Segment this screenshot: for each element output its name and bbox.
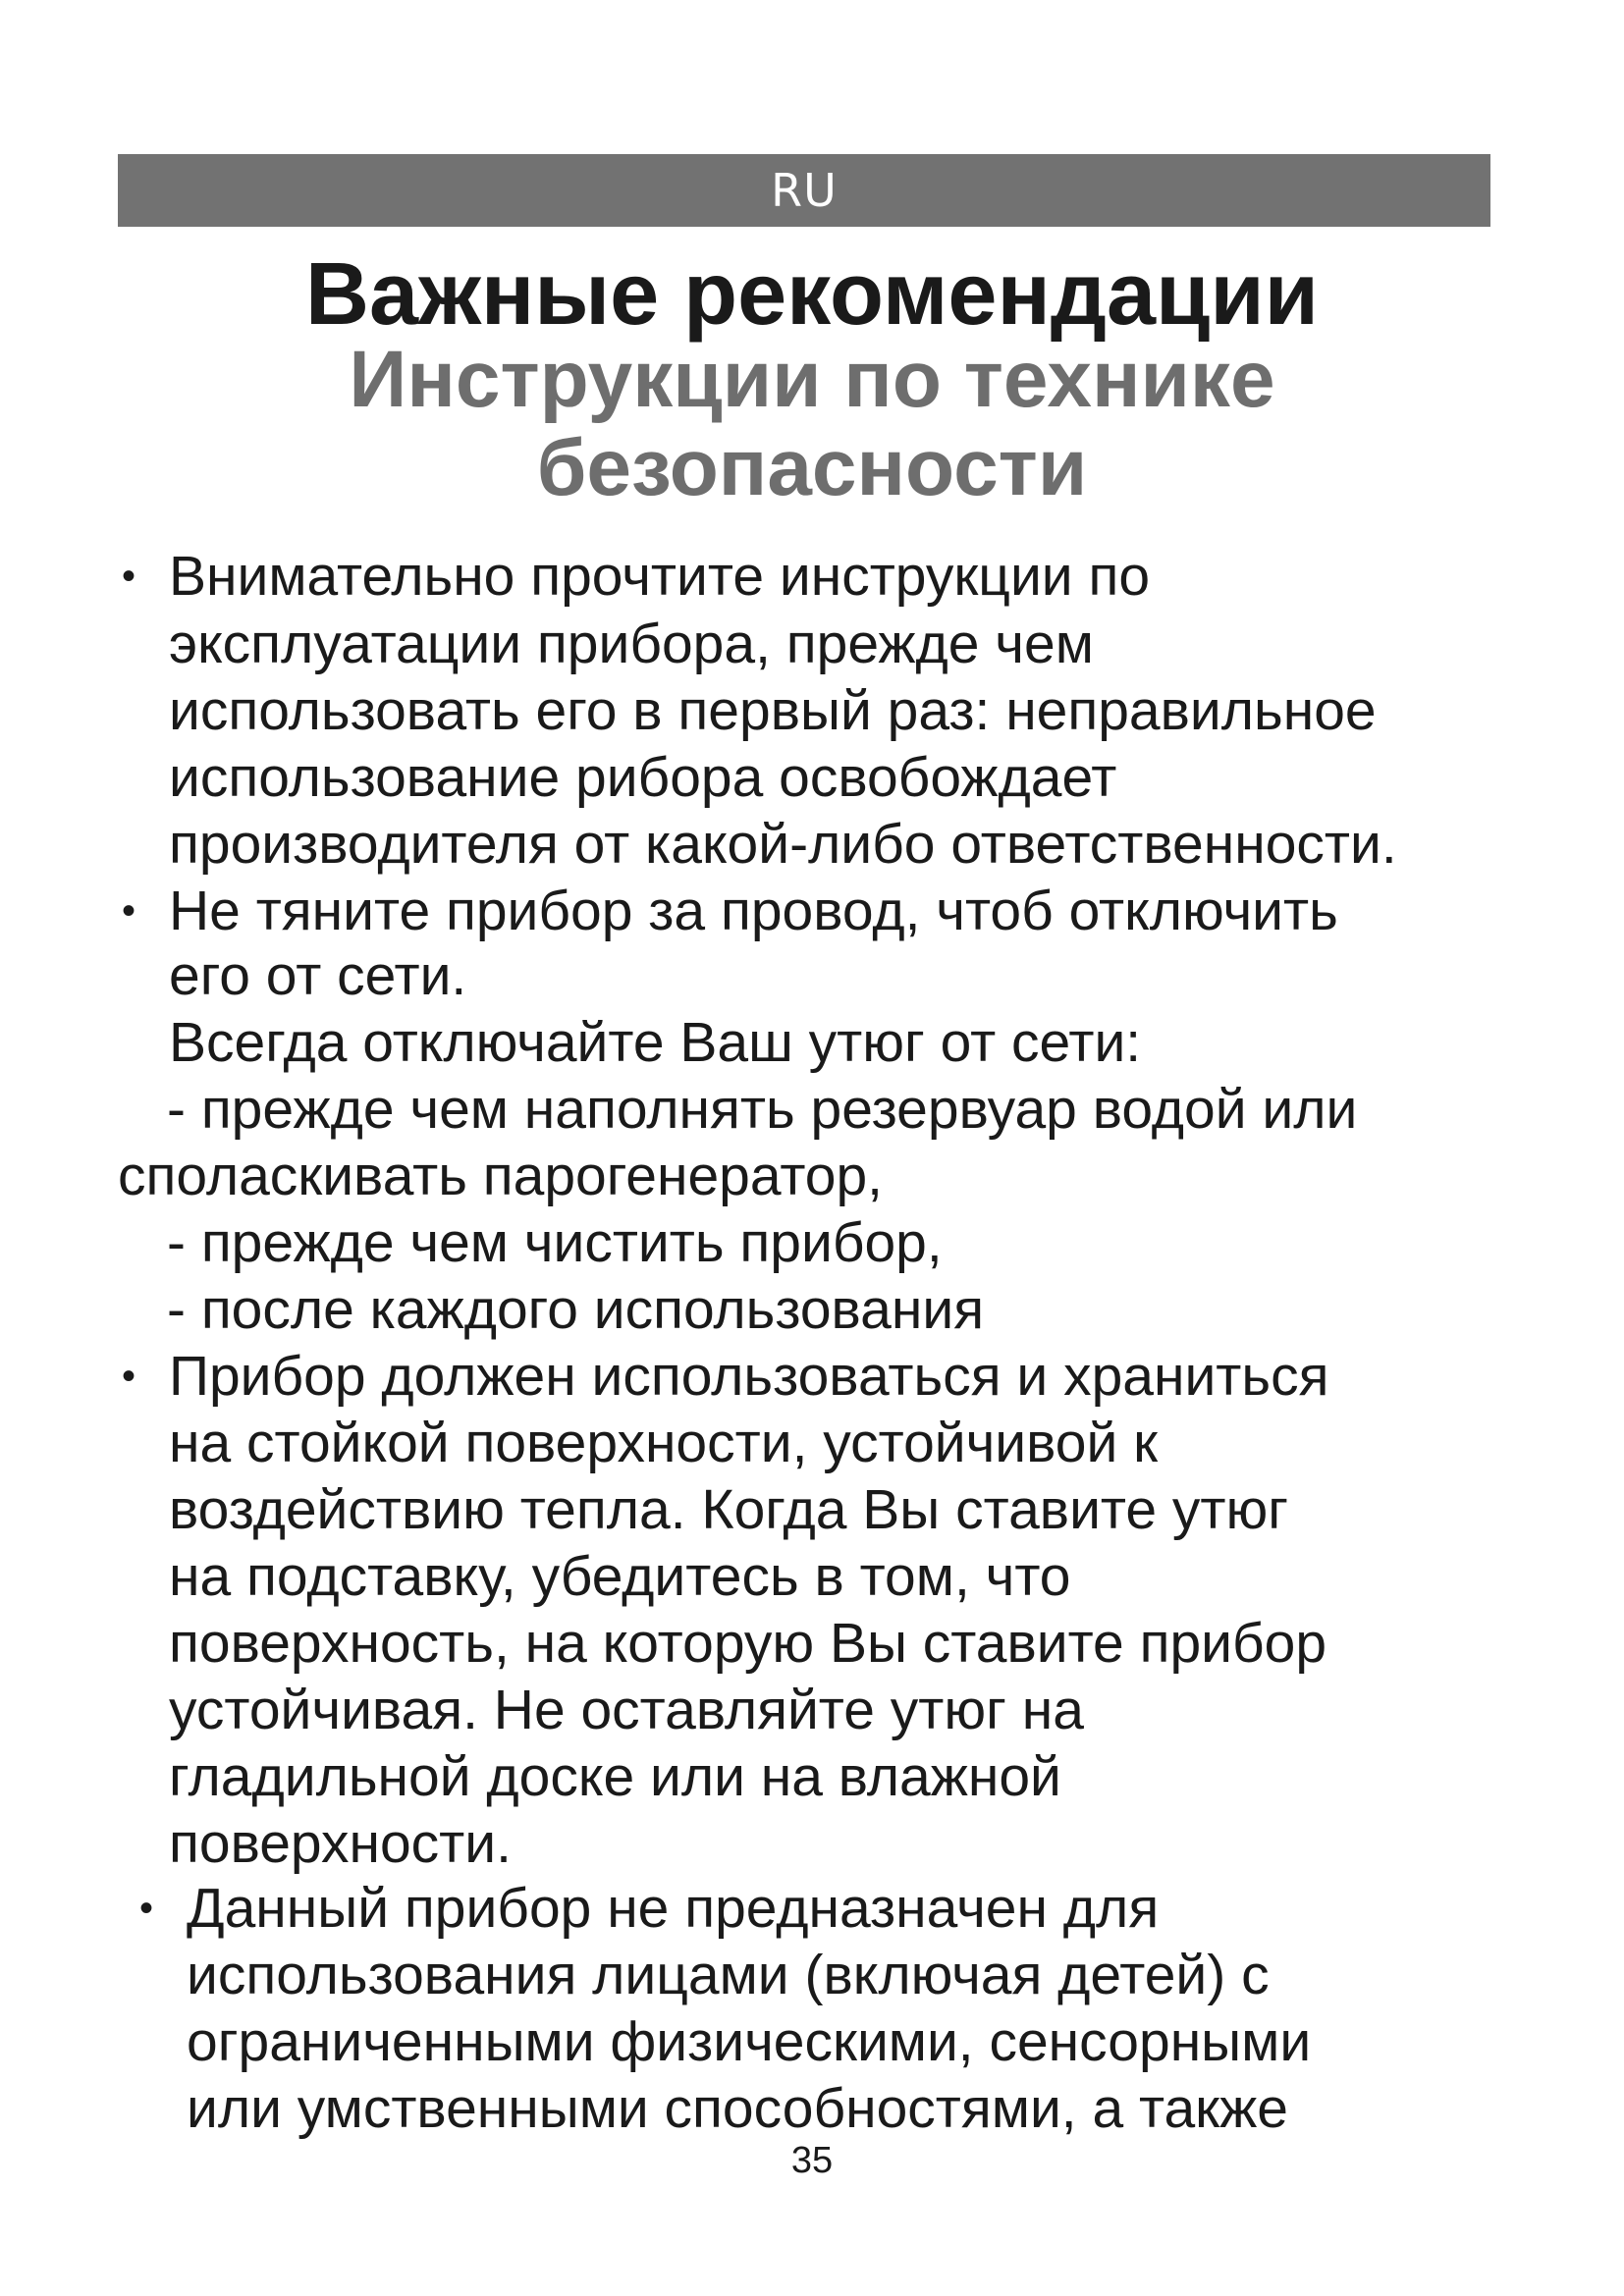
body-line: поверхность, на которую Вы ставите прибор — [169, 1612, 1327, 1675]
body-line: его от сети. — [169, 944, 467, 1007]
body-line: ограниченными физическими, сенсорными — [187, 2010, 1312, 2073]
body-line: Прибор должен использоваться и храниться — [169, 1345, 1329, 1408]
subtitle-line: Инструкции по технике — [349, 335, 1275, 424]
body-line: использования лицами (включая детей) с — [187, 1944, 1270, 2006]
bullet-icon: • — [122, 889, 136, 933]
bullet-icon: • — [122, 1355, 136, 1398]
body-line: на подставку, убедитесь в том, что — [169, 1545, 1071, 1608]
body-line: Данный прибор не предназначен для — [187, 1877, 1160, 1940]
body-line: устойчивая. Не оставляйте утюг на — [169, 1679, 1084, 1741]
body-line: воздействию тепла. Когда Вы ставите утюг — [169, 1478, 1289, 1541]
body-line: - прежде чем чистить прибор, — [167, 1211, 943, 1274]
body-line: использовать его в первый раз: неправильное — [169, 679, 1377, 742]
body-line: гладильной доске или на влажной — [169, 1745, 1061, 1808]
body-line: производителя от какой-либо ответственности. — [169, 813, 1397, 876]
page-number: 35 — [790, 2140, 834, 2181]
bullet-icon: • — [139, 1887, 154, 1930]
body-line: споласкивать парогенератор, — [118, 1145, 884, 1207]
body-line: эксплуатации прибора, прежде чем — [169, 613, 1094, 675]
body-line: - после каждого использования — [167, 1278, 985, 1341]
body-line: Не тяните прибор за провод, чтоб отключить — [169, 880, 1338, 942]
page-title: Важные рекомендации — [305, 245, 1319, 344]
body-line: Всегда отключайте Ваш утюг от сети: — [169, 1011, 1142, 1074]
body-line: на стойкой поверхности, устойчивой к — [169, 1412, 1159, 1474]
body-line: поверхности. — [169, 1812, 512, 1875]
bullet-icon: • — [122, 555, 136, 598]
subtitle-line: безопасности — [536, 423, 1088, 512]
body-line: или умственными способностями, а также — [187, 2077, 1288, 2140]
body-line: Внимательно прочтите инструкции по — [169, 545, 1151, 608]
language-label: RU — [771, 164, 838, 217]
body-line: - прежде чем наполнять резервуар водой или — [167, 1078, 1358, 1141]
body-line: использование рибора освобождает — [169, 746, 1117, 809]
